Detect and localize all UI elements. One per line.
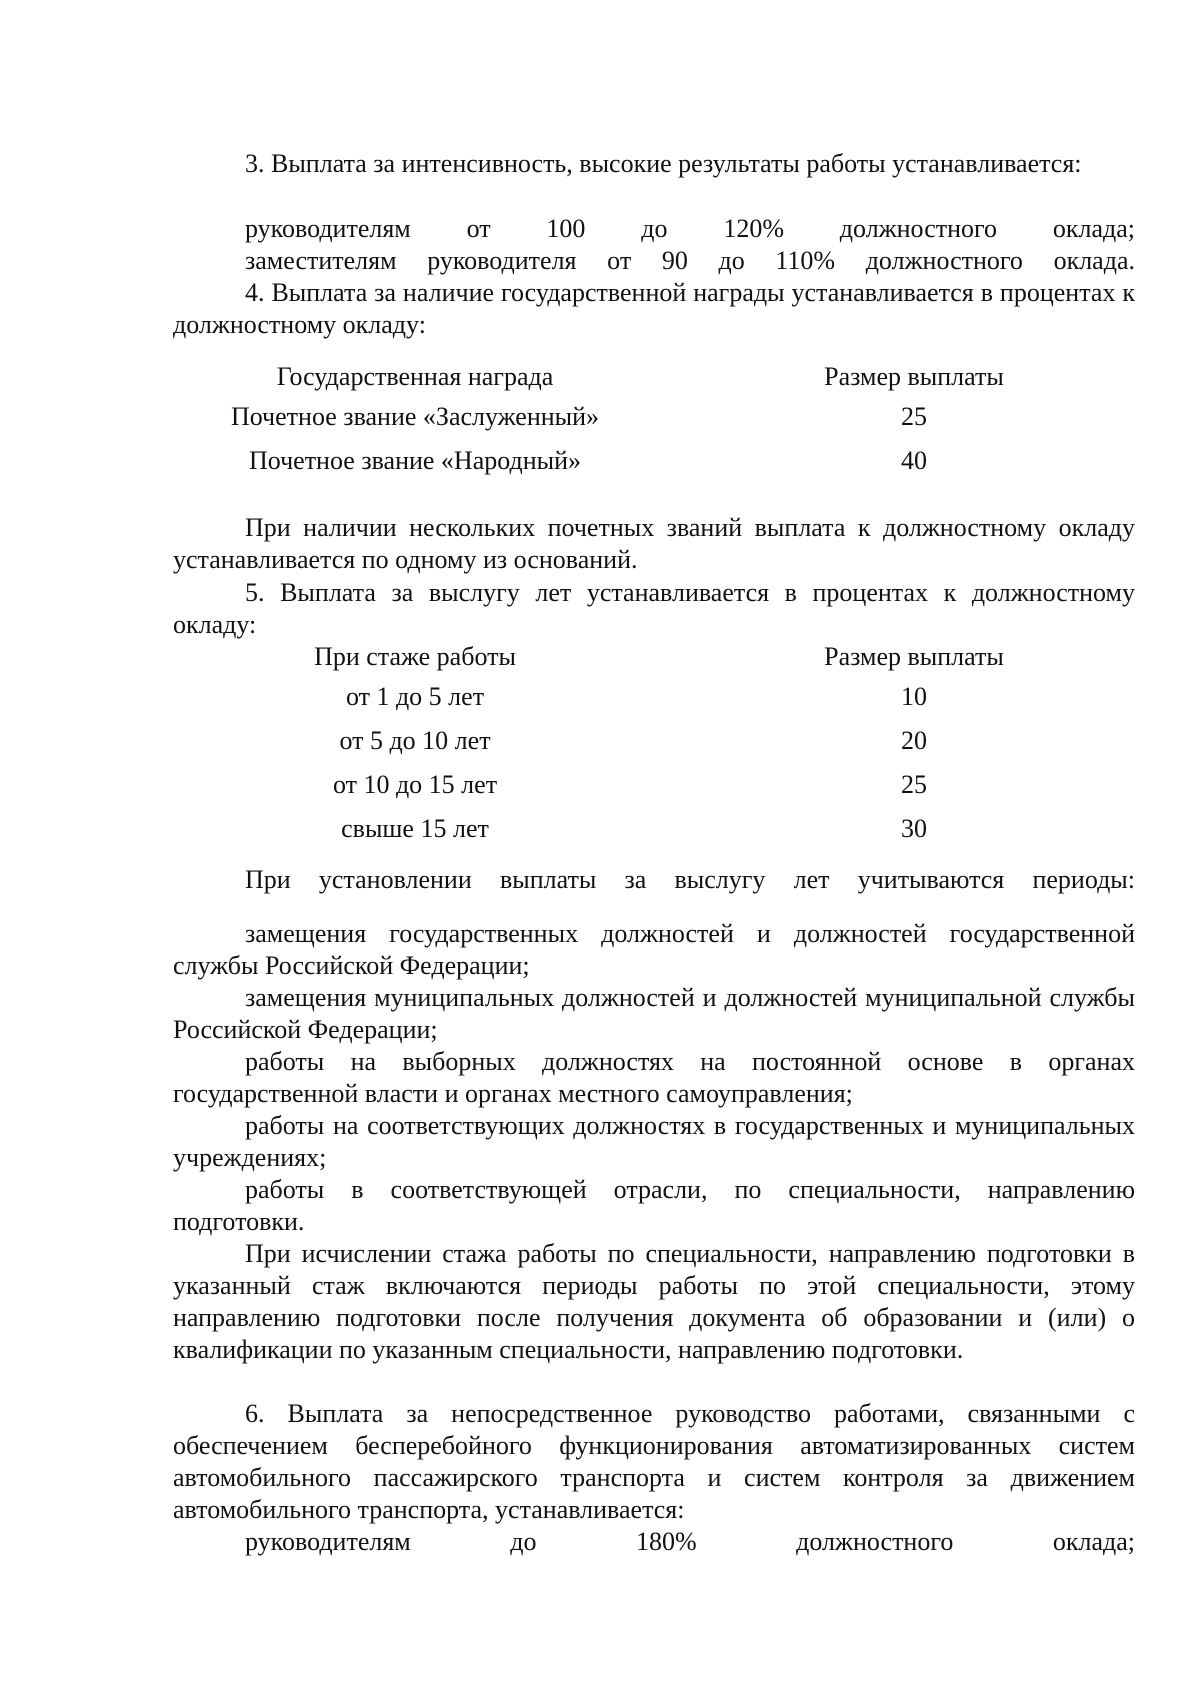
seniority-col-experience: При стаже работы	[314, 642, 516, 671]
section-5-heading: 5. Выплата за выслугу лет устанавливается в процентах к должностному окладу:	[173, 578, 1135, 639]
period-item: замещения муниципальных должностей и должностей муниципальной службы Российской Федерации;	[173, 983, 1135, 1044]
seniority-table	[173, 641, 1135, 857]
period-item: работы на соответствующих должностях в государственных и муниципальных учреждениях;	[173, 1111, 1135, 1172]
period-item: замещения государственных должностей и должностей государственной службы Российской Федерации;	[173, 919, 1135, 980]
award-value: 25	[901, 402, 927, 431]
award-name: Почетное звание «Заслуженный»	[230, 402, 600, 431]
award-name: Почетное звание «Народный»	[248, 446, 582, 475]
seniority-col-amount: Размер выплаты	[824, 642, 1004, 671]
period-item: работы на выборных должностях на постоянной основе в органах государственной власти и органах местного самоуправления;	[173, 1047, 1135, 1108]
experience-value: 20	[901, 726, 927, 755]
experience-range: свыше 15 лет	[341, 814, 489, 843]
awards-col-award: Государственная награда	[276, 362, 554, 391]
experience-range: от 1 до 5 лет	[345, 682, 485, 711]
seniority-calc-note: При исчислении стажа работы по специальности, направлению подготовки в указанный стаж включаются периоды работы по этой специальности, этому направлению подготовки после получения документа об образовании и (или) о квалификации по указанным специальности, направлению подготовки.	[173, 1239, 1135, 1364]
section-3-item-1: руководителям от 100 до 120% должностного оклада;	[245, 214, 1135, 243]
table-row	[173, 813, 1135, 857]
experience-value: 30	[901, 814, 927, 843]
experience-range: от 5 до 10 лет	[339, 726, 491, 755]
awards-table	[173, 361, 1135, 489]
table-row	[173, 401, 1135, 445]
table-row	[173, 725, 1135, 769]
awards-col-amount: Размер выплаты	[824, 362, 1004, 391]
seniority-table-header	[173, 641, 1135, 681]
experience-range: от 10 до 15 лет	[332, 770, 498, 799]
section-4-note: При наличии нескольких почетных званий выплата к должностному окладу устанавливается по одному из оснований.	[173, 513, 1135, 574]
section-4-heading: 4. Выплата за наличие государственной награды устанавливается в процентах к должностному окладу:	[173, 278, 1135, 339]
experience-value: 25	[901, 770, 927, 799]
section-6-item-1: руководителям до 180% должностного оклада;	[245, 1527, 1135, 1556]
awards-table-header	[173, 361, 1135, 401]
section-3-item-2: заместителям руководителя от 90 до 110% должностного оклада.	[245, 246, 1135, 275]
section-6-heading: 6. Выплата за непосредственное руководство работами, связанными с обеспечением бесперебойного функционирования автоматизированных систем автомобильного пассажирского транспорта и систем контроля за движением автомобильного транспорта, устанавливается:	[173, 1399, 1135, 1524]
award-value: 40	[901, 446, 927, 475]
section-3-heading: 3. Выплата за интенсивность, высокие результаты работы устанавливается:	[245, 149, 1082, 178]
period-item: работы в соответствующей отрасли, по специальности, направлению подготовки.	[173, 1175, 1135, 1236]
experience-value: 10	[901, 682, 927, 711]
table-row	[173, 769, 1135, 813]
periods-intro: При установлении выплаты за выслугу лет учитываются периоды:	[245, 865, 1135, 894]
table-row	[173, 445, 1135, 489]
table-row	[173, 681, 1135, 725]
